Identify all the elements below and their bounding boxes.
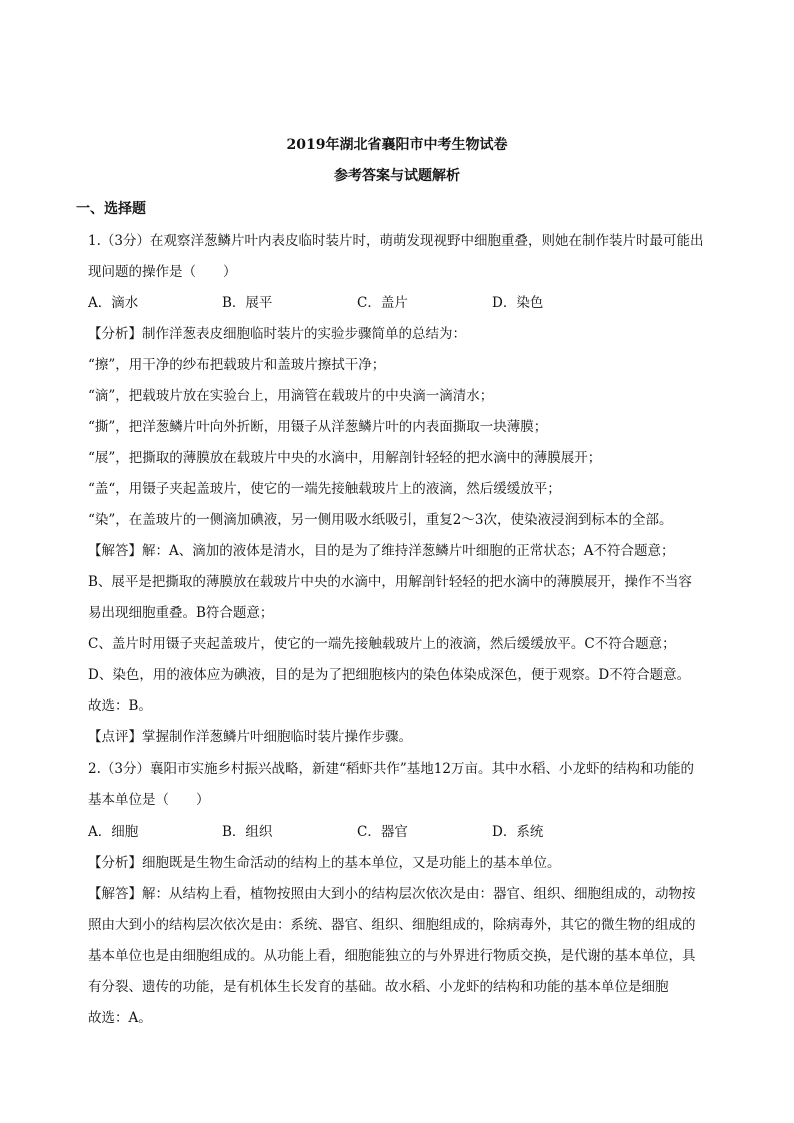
q1-analysis-line: 【分析】制作洋葱表皮细胞临时装片的实验步骤简单的总结为： (88, 326, 466, 342)
q2-answer-line: 基本单位也是由细胞组成的。从功能上看，细胞能独立的与外界进行物质交换，是代谢的基本单位，具 (88, 948, 696, 964)
q1-comment: 【点评】掌握制作洋葱鳞片叶细胞临时装片操作步骤。 (88, 729, 412, 745)
q1-answer-choice: 故选：B。 (88, 698, 152, 714)
q2-option-b: B．组织 (222, 824, 273, 840)
q1-option-b: B．展平 (222, 295, 273, 311)
q2-option-c: C．器官 (357, 824, 408, 840)
section-heading-choice: 一、选择题 (76, 201, 146, 217)
q2-answer-line: 【解答】解：从结构上看，植物按照由大到小的结构层次依次是由：器官、组织、细胞组成的，动物按 (88, 886, 696, 902)
q1-analysis-line: “滴”，把载玻片放在实验台上，用滴管在载玻片的中央滴一滴清水； (88, 388, 494, 404)
q1-analysis-line: “擦”，用干净的纱布把载玻片和盖玻片擦拭干净； (88, 357, 386, 373)
q2-answer-line: 有分裂、遗传的功能，是有机体生长发育的基础。故水稻、小龙虾的结构和功能的基本单位是细胞 (88, 979, 669, 995)
q1-answer-line: B、展平是把撕取的薄膜放在载玻片中央的水滴中，用解剖针轻轻的把水滴中的薄膜展开，操作不当容 (88, 574, 692, 590)
q2-analysis: 【分析】细胞既是生物生命活动的结构上的基本单位，又是功能上的基本单位。 (88, 855, 561, 871)
q2-option-d: D．系统 (492, 824, 544, 840)
q2-answer-line: 照由大到小的结构层次依次是由：系统、器官、组织、细胞组成的，除病毒外，其它的微生物的组成的 (88, 917, 696, 933)
q2-stem-line1: 2.（3分）襄阳市实施乡村振兴战略，新建“稻虾共作”基地12万亩。其中水稻、小龙虾的结构和功能的 (88, 761, 694, 777)
q2-option-a: A．细胞 (88, 824, 139, 840)
exam-subtitle: 参考答案与试题解析 (334, 168, 460, 184)
q1-stem-line1: 1.（3分）在观察洋葱鳞片叶内表皮临时装片时，萌萌发现视野中细胞重叠，则她在制作装片时最可能出 (88, 233, 704, 249)
q1-analysis-line: “盖“，用镊子夹起盖玻片，使它的一端先接触载玻片上的液滴，然后缓缓放平； (88, 481, 561, 497)
q1-option-d: D．染色 (492, 295, 544, 311)
q1-answer-line: 易出现细胞重叠。B符合题意； (88, 605, 274, 621)
q2-answer-choice: 故选：A。 (88, 1010, 152, 1026)
q1-analysis-line: “染”，在盖玻片的一侧滴加碘液，另一侧用吸水纸吸引，重复2～3次，使染液浸润到标本的全部。 (88, 512, 673, 528)
q1-analysis-line: “撕”，把洋葱鳞片叶向外折断，用镊子从洋葱鳞片叶的内表面撕取一块薄膜； (88, 419, 548, 435)
q1-answer-line: 【解答】解：A、滴加的液体是清水，目的是为了维持洋葱鳞片叶细胞的正常状态；A不符合题意； (88, 543, 675, 559)
q1-option-c: C．盖片 (357, 295, 408, 311)
q2-stem-line2: 基本单位是（ ） (88, 792, 210, 808)
q1-analysis-line: “展”，把撕取的薄膜放在载玻片中央的水滴中，用解剖针轻轻的把水滴中的薄膜展开； (88, 450, 602, 466)
q1-answer-line: C、盖片时用镊子夹起盖玻片，使它的一端先接触载玻片上的液滴，然后缓缓放平。C不符合题意； (88, 636, 676, 652)
exam-title: 2019年湖北省襄阳市中考生物试卷 (286, 137, 508, 153)
q1-option-a: A．滴水 (88, 295, 139, 311)
q1-answer-line: D、染色，用的液体应为碘液，目的是为了把细胞核内的染色体染成深色，便于观察。D不符合题意。 (88, 667, 691, 683)
q1-stem-line2: 现问题的操作是（ ） (88, 264, 237, 280)
